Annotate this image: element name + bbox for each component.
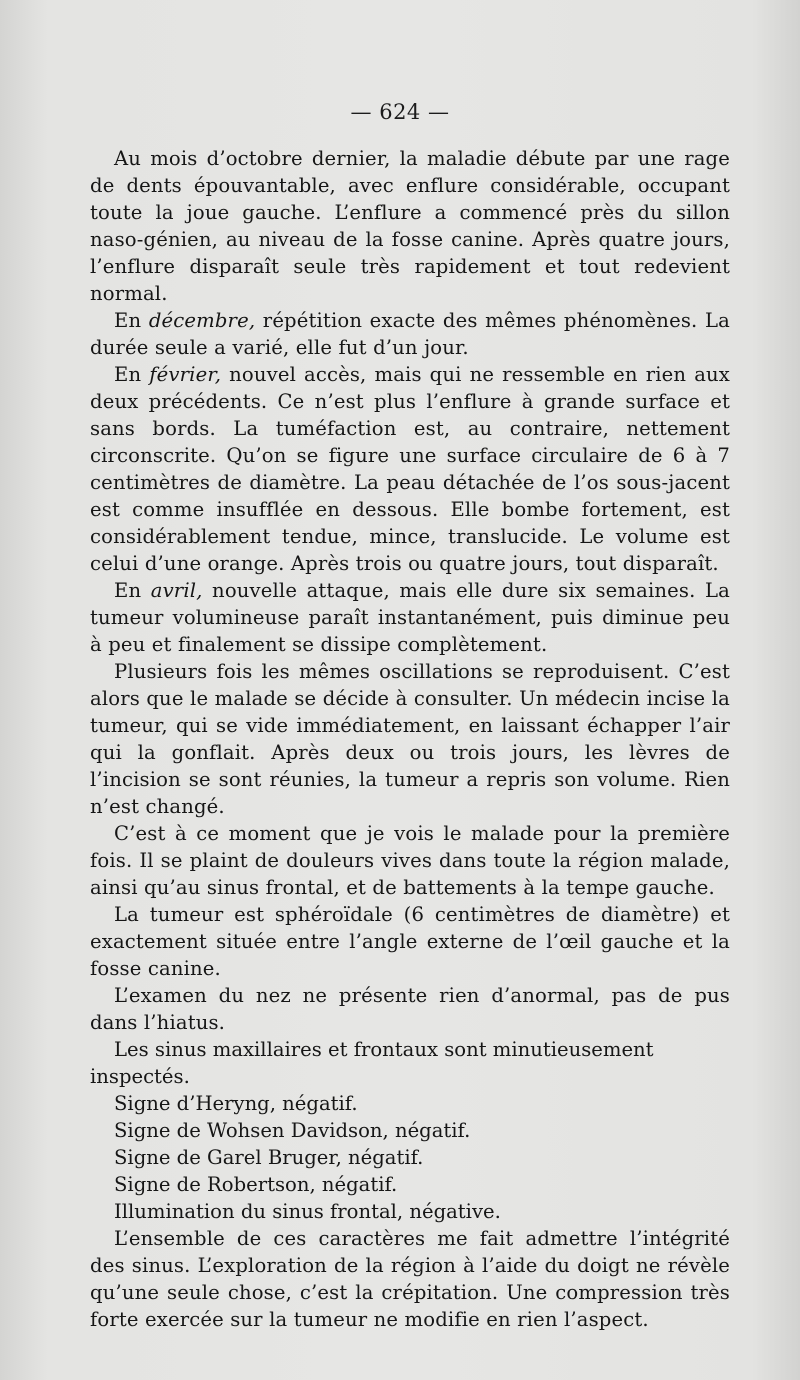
paragraph-april-start: En [114, 579, 142, 602]
paragraph-conclusion: L’ensemble de ces caractères me fait admettre l’intégrité des sinus. L’exploration de la région à l’aide du doigt ne révèle qu’une seule chose, c’est la crépitation. Une compression très forte exercée sur la tumeur ne modifie en rien l’aspect. [90, 1227, 730, 1331]
month-december: décembre, [148, 309, 256, 332]
paragraph-december [90, 307, 730, 361]
paragraph-nose-exam: L’examen du nez ne présente rien d’anormal, pas de pus dans l’hiatus. [90, 984, 730, 1034]
line-sign-robertson: Signe de Robertson, négatif. [114, 1173, 398, 1196]
line-illumination: Illumination du sinus frontal, négative. [114, 1200, 501, 1223]
paragraph-april-rest: nouvelle attaque, mais elle dure six semaines. La tumeur volumineuse paraît instantanément, puis diminue peu à peu et finalement se dissipe complètement. [90, 579, 730, 656]
line-sign-garel-bruger: Signe de Garel Bruger, négatif. [114, 1146, 424, 1169]
paragraph-april [90, 577, 730, 658]
paragraph-october: Au mois d’octobre dernier, la maladie débute par une rage de dents épouvantable, avec enflure considérable, occupant toute la joue gauche. L’enflure a commencé près du sillon naso-génien, au niveau de la fosse canine. Après quatre jours, l’enflure disparaît seule très rapidement et tout redevient normal. [90, 147, 730, 305]
paragraph-first-visit: C’est à ce moment que je vois le malade pour la première fois. Il se plaint de douleurs vives dans toute la région malade, ainsi qu’au sinus frontal, et de battements à la tempe gauche. [90, 822, 730, 899]
paragraph-december-start: En [114, 309, 142, 332]
month-february: février, [149, 363, 222, 386]
paragraph-tumor-location: La tumeur est sphéroïdale (6 centimètres de diamètre) et exactement située entre l’angle externe de l’œil gauche et la fosse canine. [90, 903, 730, 980]
paragraph-december-rest: répétition exacte des mêmes phénomènes. La durée seule a varié, elle fut d’un jour. [90, 309, 730, 359]
line-sinus-inspection: Les sinus maxillaires et frontaux sont minutieusement inspectés. [90, 1038, 654, 1088]
line-sign-wohsen-davidson: Signe de Wohsen Davidson, négatif. [114, 1119, 471, 1142]
paragraph-february-rest: nouvel accès, mais qui ne ressemble en rien aux deux précédents. Ce n’est plus l’enflure à grande surface et sans bords. La tuméfaction est, au contraire, nettement circonscrite. Qu’on se figure une surface circulaire de 6 à 7 centimètres de diamètre. La peau détachée de l’os sous-jacent est comme insufflée en dessous. Elle bombe fortement, est considérablement tendue, mince, translucide. Le volume est celui d’une orange. Après trois ou quatre jours, tout disparaît. [90, 363, 730, 575]
paragraph-february-start: En [114, 363, 142, 386]
paragraph-oscillations: Plusieurs fois les mêmes oscillations se reproduisent. C’est alors que le malade se décide à consulter. Un médecin incise la tumeur, qui se vide immédiatement, en laissant échapper l’air qui la gonflait. Après deux ou trois jours, les lèvres de l’incision se sont réunies, la tumeur a repris son volume. Rien n’est changé. [90, 660, 730, 818]
paragraph-february [90, 361, 730, 577]
body-text [90, 145, 730, 1333]
page-number: — 624 — [350, 100, 450, 124]
line-sign-heryng: Signe d’Heryng, négatif. [114, 1092, 358, 1115]
month-april: avril, [150, 579, 203, 602]
